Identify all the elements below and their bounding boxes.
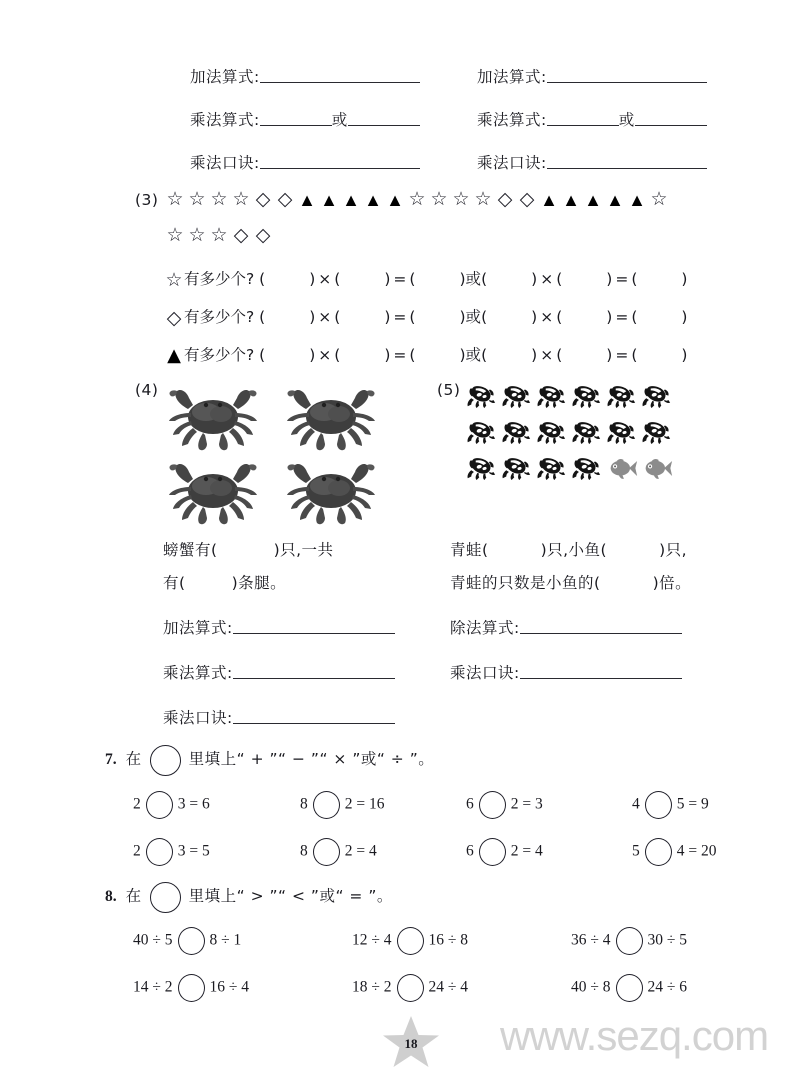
text: )倍。 [652,574,692,592]
answer-paren[interactable]: ( ) [631,346,688,364]
answer-circle[interactable] [616,927,643,955]
triangle-icon: ▲ [386,190,404,210]
star-icon: ☆ [408,189,426,210]
answer-blank[interactable] [547,68,707,83]
q8-number: 8. [105,888,117,906]
operand-right: 5 = 9 [676,795,709,813]
answer-blank[interactable] [260,68,420,83]
operator: × [318,270,332,288]
answer-circle[interactable] [479,838,506,866]
answer-paren[interactable]: ( ) [334,346,391,364]
operand-right: 4 = 20 [676,842,717,860]
diamond-icon: ◇ [277,189,293,210]
expression-item [466,838,543,866]
operand-right: 2 = 16 [344,795,385,813]
expression-item [133,838,210,866]
operand-left: 4 [632,795,640,813]
crab-icon [281,457,381,534]
operand-right: 16 ÷ 4 [209,978,250,996]
text: 青蛙的只数是小鱼的( [450,574,601,592]
operand-right: 2 = 4 [344,842,377,860]
item5-formula-line [450,661,682,683]
frog-icon [466,455,496,487]
operand-left: 8 [300,795,308,813]
operand-left: 36 ÷ 4 [571,931,611,949]
frog-icon [571,419,601,451]
answer-blank[interactable] [233,709,395,724]
operator: = [615,270,629,288]
frog-icon [536,419,566,451]
frog-icon [606,383,636,415]
frog-icon [641,383,671,415]
or-text: 或 [465,270,482,288]
answer-circle[interactable] [178,927,205,955]
star-icon: ☆ [232,189,250,210]
operand-right: 30 ÷ 5 [647,931,688,949]
frog-icon [501,383,531,415]
frog-icon [606,419,636,451]
operator: × [318,308,332,326]
operand-left: 2 [133,795,141,813]
item3-question-star [164,267,687,291]
answer-paren[interactable]: ( ) [259,308,316,326]
answer-paren[interactable]: ( ) [631,270,688,288]
answer-paren[interactable]: ( ) [556,346,613,364]
top-right-add-line [477,65,707,87]
answer-blank[interactable] [547,154,707,169]
operand-right: 24 ÷ 6 [647,978,688,996]
text: 青蛙( [450,541,489,559]
answer-circle[interactable] [645,791,672,819]
item4-add-line [163,616,395,638]
question-text: 有多少个? [184,270,255,288]
crab-icon [281,383,381,460]
triangle-icon: ▲ [584,190,602,210]
label: 除法算式: [450,619,520,637]
star-icon: ☆ [430,189,448,210]
answer-blank[interactable] [520,619,682,634]
operator: × [540,346,554,364]
label: 加法算式: [477,68,547,86]
q7-prompt-suffix: 里填上“ + ”“ − ”“ × ”或“ ÷ ”。 [188,750,435,769]
answer-blank[interactable] [260,111,332,126]
answer-paren[interactable]: ( ) [481,270,538,288]
frog-icon [641,419,671,451]
text: 螃蟹有( [163,541,218,559]
item3-pattern-row-1 [164,189,670,211]
triangle-icon: ▲ [364,190,382,210]
q7-number: 7. [105,751,117,769]
frog-fish-picture-group [466,383,678,489]
operand-left: 12 ÷ 4 [352,931,392,949]
label: 乘法算式: [163,664,233,682]
answer-circle[interactable] [616,974,643,1002]
diamond-icon: ◇ [233,225,249,246]
triangle-icon: ▲ [540,190,558,210]
answer-circle[interactable] [146,791,173,819]
operand-left: 40 ÷ 8 [571,978,611,996]
q8-heading [105,882,393,913]
operand-left: 6 [466,842,474,860]
answer-paren[interactable]: ( ) [631,308,688,326]
expression-item [632,791,709,819]
frog-icon [571,383,601,415]
answer-paren[interactable]: ( ) [481,308,538,326]
expression-item [300,838,377,866]
star-icon: ☆ [452,189,470,210]
diamond-icon: ◇ [519,189,535,210]
operator: = [393,308,407,326]
answer-paren[interactable]: ( ) [556,308,613,326]
operator: = [615,346,629,364]
operand-left: 18 ÷ 2 [352,978,392,996]
crab-picture-group [163,383,393,525]
q7-prompt-circle-icon [150,745,181,776]
crab-icon [163,383,263,460]
triangle-icon: ▲ [562,190,580,210]
answer-paren[interactable]: ( ) [409,270,466,288]
star-icon: ☆ [650,189,668,210]
expression-item [466,791,543,819]
frog-icon [536,383,566,415]
diamond-icon: ◇ [255,225,271,246]
text: 有( [163,574,186,592]
answer-paren[interactable]: ( ) [556,270,613,288]
text: )只,小鱼( [540,541,608,559]
answer-paren[interactable]: ( ) [334,308,391,326]
crab-icon [163,457,263,534]
operand-left: 14 ÷ 2 [133,978,173,996]
answer-blank[interactable] [348,111,420,126]
fish-icon [608,457,638,486]
label: 乘法口诀: [477,154,547,172]
answer-blank[interactable] [520,664,682,679]
item5-text-line-2 [450,571,691,593]
star-icon: ☆ [165,268,183,291]
triangle-icon: ▲ [167,344,181,366]
top-right-formula-line [477,151,707,173]
diamond-icon: ◇ [497,189,513,210]
page-number: 18 [404,1036,418,1051]
item3-marker: (3) [135,191,159,209]
answer-blank[interactable] [260,154,420,169]
operand-left: 40 ÷ 5 [133,931,173,949]
answer-circle[interactable] [645,838,672,866]
star-icon: ☆ [166,225,184,246]
star-icon: ☆ [166,189,184,210]
triangle-icon: ▲ [606,190,624,210]
item5-text-line-1 [450,538,687,560]
triangle-icon: ▲ [298,190,316,210]
expression-item [571,927,687,955]
answer-paren[interactable]: ( ) [409,346,466,364]
item4-text-line-1 [163,538,334,560]
operand-right: 16 ÷ 8 [428,931,469,949]
label: 乘法口诀: [450,664,520,682]
or-text: 或 [465,308,482,326]
triangle-icon: ▲ [342,190,360,210]
operand-right: 2 = 3 [510,795,543,813]
operand-right: 8 ÷ 1 [209,931,242,949]
text: )只,一共 [273,541,334,559]
label: 乘法算式: [477,111,547,129]
operand-right: 24 ÷ 4 [428,978,469,996]
expression-item [133,974,249,1002]
operand-left: 2 [133,842,141,860]
label: 加法算式: [163,619,233,637]
answer-circle[interactable] [178,974,205,1002]
site-watermark: www.sezq.com [500,1012,769,1059]
operator: × [540,270,554,288]
star-icon: ☆ [210,189,228,210]
item4-marker: (4) [135,381,159,399]
item4-formula-line [163,706,395,728]
answer-paren[interactable]: ( ) [409,308,466,326]
item3-question-diamond [164,305,687,329]
top-left-formula-line [190,151,420,173]
frog-icon [466,419,496,451]
expression-item [352,974,468,1002]
item5-div-line [450,616,682,638]
answer-circle[interactable] [479,791,506,819]
operand-left: 6 [466,795,474,813]
operand-right: 2 = 4 [510,842,543,860]
frog-icon [501,419,531,451]
expression-item [133,927,241,955]
expression-item [632,838,717,866]
expression-item [571,974,687,1002]
star-icon: ☆ [188,189,206,210]
star-icon: ☆ [210,225,228,246]
operand-right: 3 = 5 [177,842,210,860]
frog-icon [571,455,601,487]
question-text: 有多少个? [184,308,255,326]
expression-item [300,791,385,819]
fish-icon [643,457,673,486]
item4-text-line-2 [163,571,286,593]
text: )条腿。 [231,574,287,592]
or-text: 或 [465,346,482,364]
answer-paren[interactable]: ( ) [334,270,391,288]
item3-pattern-row-2 [164,225,274,247]
top-right-mul-line [477,108,707,130]
expression-item [352,927,468,955]
answer-circle[interactable] [313,838,340,866]
operator: = [393,346,407,364]
label: 乘法口诀: [163,709,233,727]
operator: = [393,270,407,288]
q7-prompt-prefix: 在 [125,750,142,769]
operand-right: 3 = 6 [177,795,210,813]
q8-prompt-prefix: 在 [125,887,142,906]
top-left-mul-line [190,108,420,130]
top-left-add-line [190,65,420,87]
frog-icon [501,455,531,487]
item4-mul-line [163,661,395,683]
label: 乘法口诀: [190,154,260,172]
item3-question-triangle [164,343,687,367]
q8-prompt-circle-icon [150,882,181,913]
answer-paren[interactable]: ( ) [259,270,316,288]
diamond-icon: ◇ [255,189,271,210]
q8-prompt-suffix: 里填上“ > ”“ < ”或“ = ”。 [188,887,393,906]
answer-paren[interactable]: ( ) [481,346,538,364]
operator: = [615,308,629,326]
answer-paren[interactable]: ( ) [259,346,316,364]
answer-circle[interactable] [146,838,173,866]
expression-item [133,791,210,819]
answer-circle[interactable] [313,791,340,819]
q7-heading [105,745,434,776]
star-icon: ☆ [188,225,206,246]
answer-blank[interactable] [233,664,395,679]
operand-left: 8 [300,842,308,860]
or-text: 或 [618,111,635,129]
operator: × [540,308,554,326]
triangle-icon: ▲ [628,190,646,210]
answer-blank[interactable] [233,619,395,634]
operator: × [318,346,332,364]
answer-circle[interactable] [397,927,424,955]
frog-icon [536,455,566,487]
star-icon: ☆ [474,189,492,210]
text: )只, [659,541,688,559]
answer-blank[interactable] [635,111,707,126]
or-text: 或 [331,111,348,129]
diamond-icon: ◇ [166,306,182,329]
item5-marker: (5) [437,381,461,399]
answer-blank[interactable] [547,111,619,126]
operand-left: 5 [632,842,640,860]
frog-icon [466,383,496,415]
label: 乘法算式: [190,111,260,129]
triangle-icon: ▲ [320,190,338,210]
question-text: 有多少个? [184,346,255,364]
label: 加法算式: [190,68,260,86]
answer-circle[interactable] [397,974,424,1002]
